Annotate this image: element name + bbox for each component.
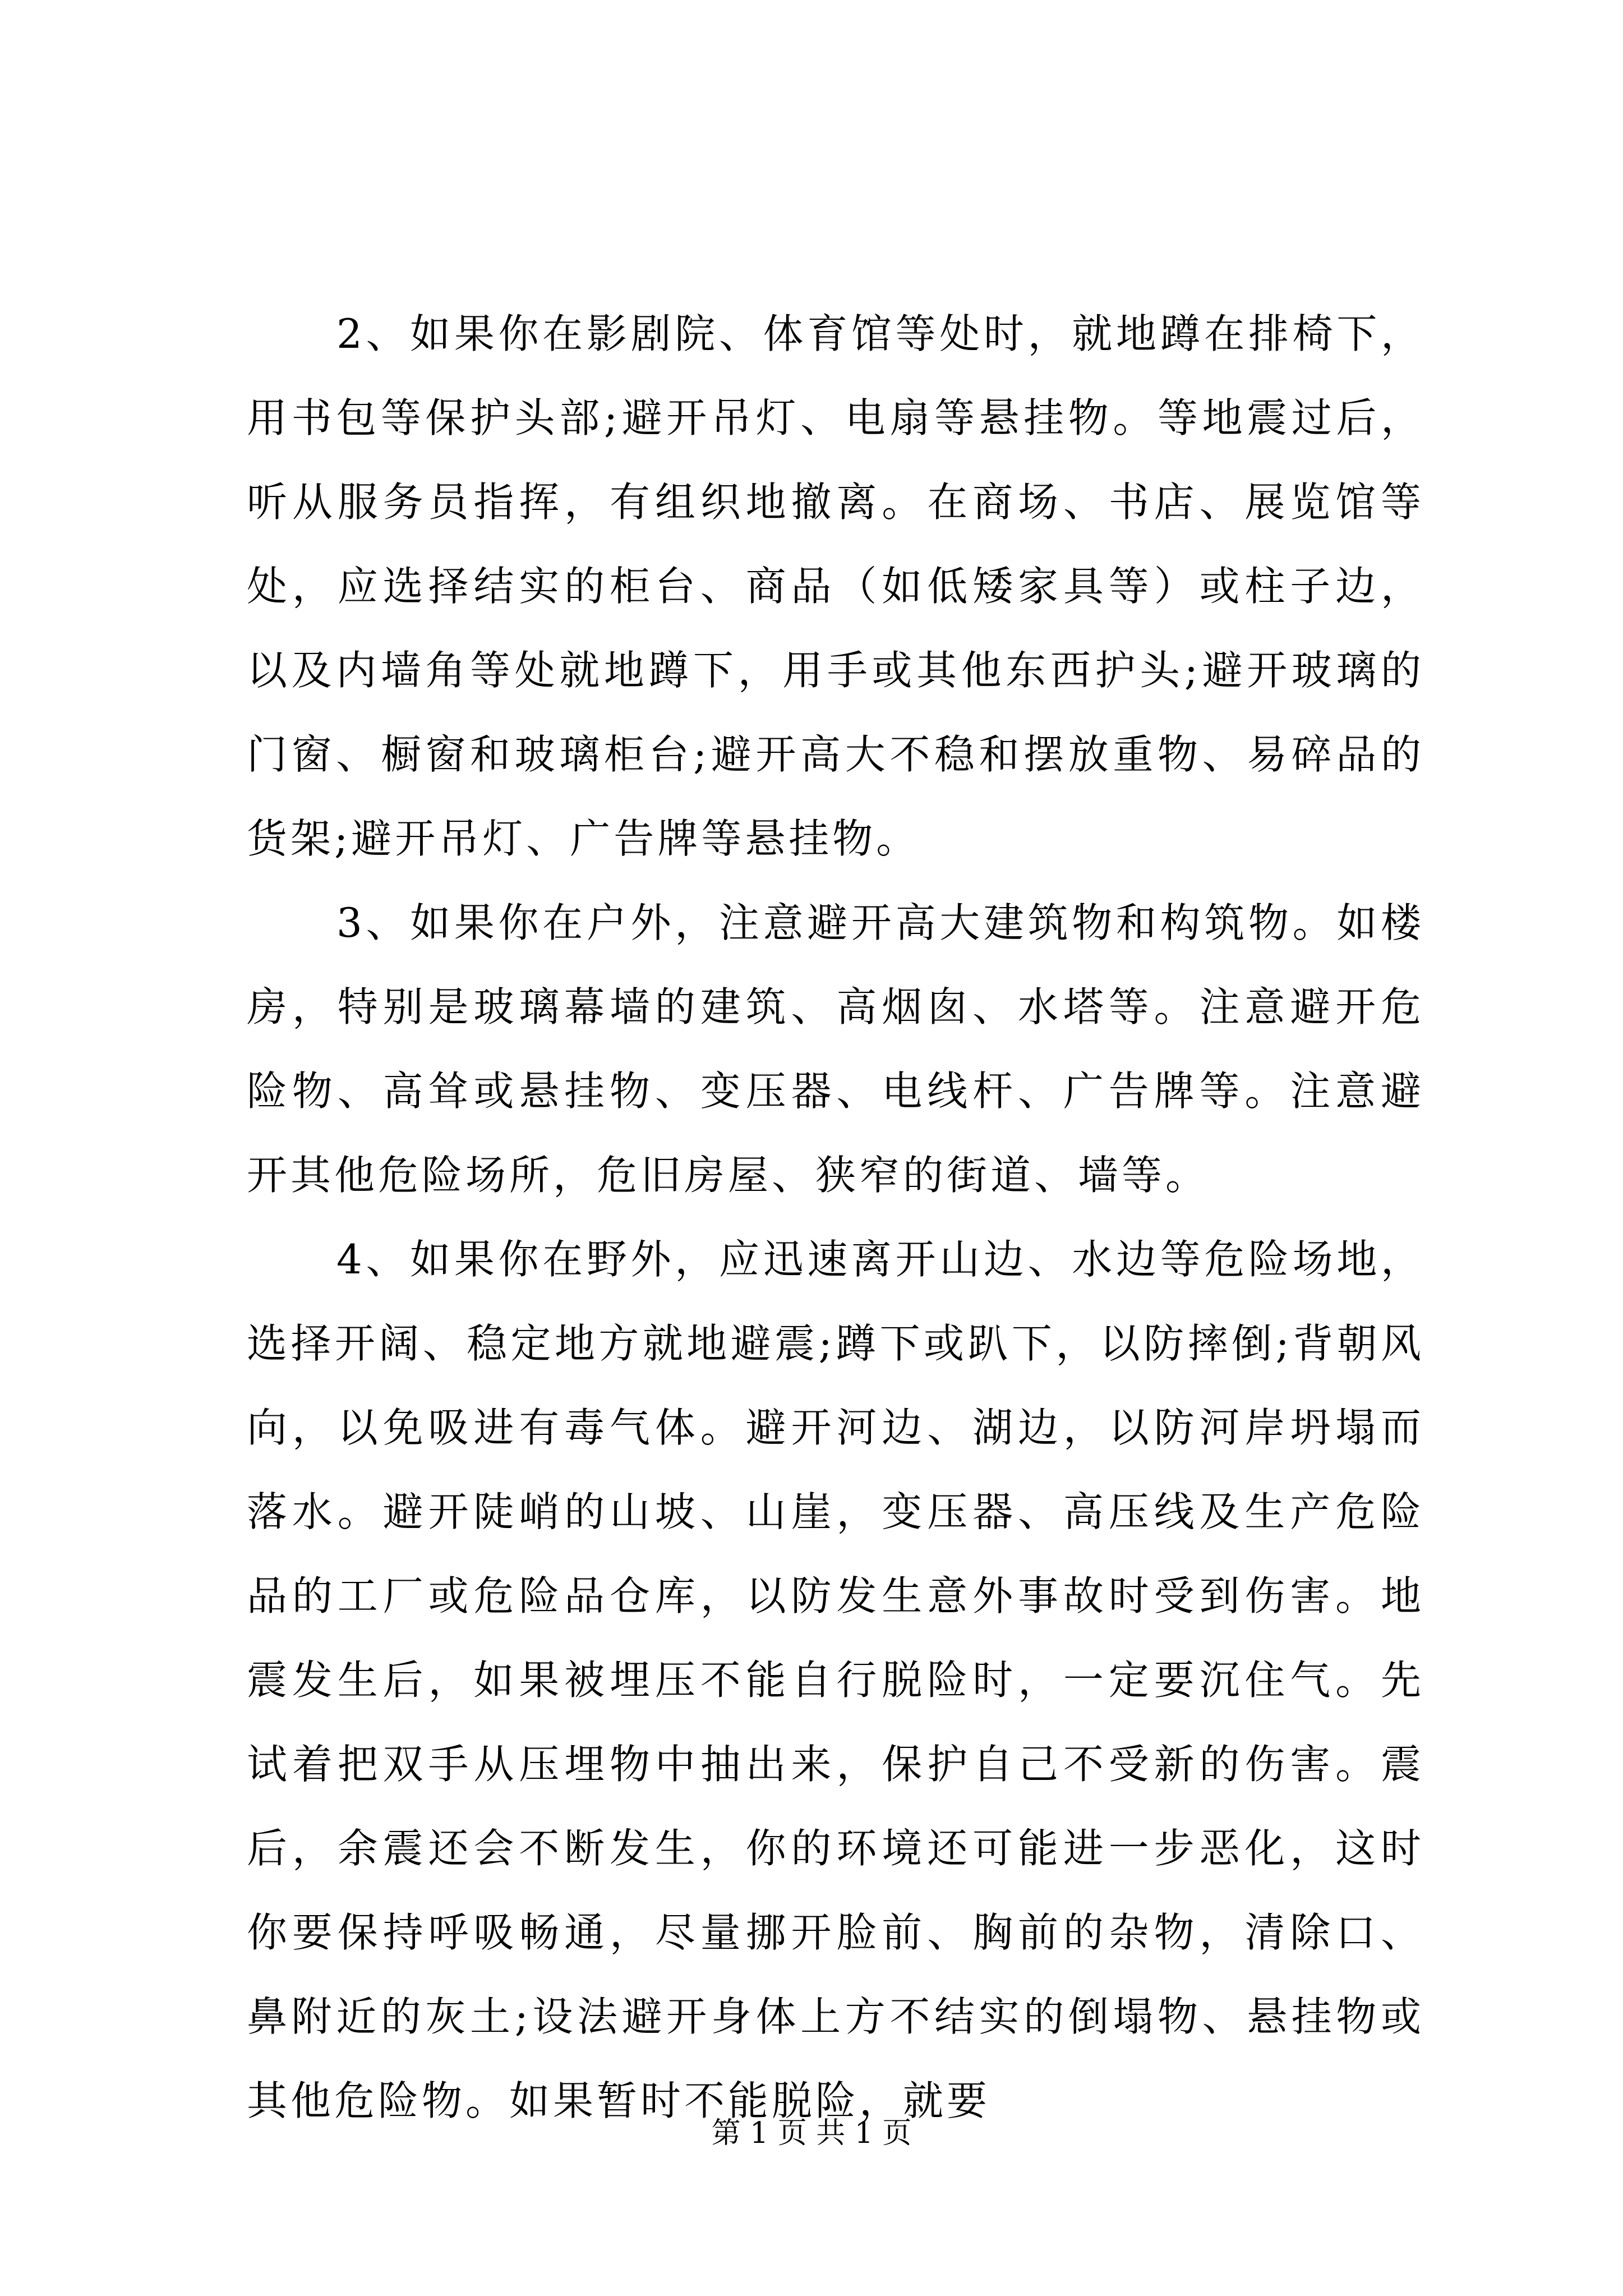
document-body: [247, 292, 1424, 2143]
paragraph-2: 2、如果你在影剧院、体育馆等处时，就地蹲在排椅下，用书包等保护头部;避开吊灯、电扇等悬挂物。等地震过后，听从服务员指挥，有组织地撤离。在商场、书店、展览馆等处，应选择结实的柜台、商品（如低矮家具等）或柱子边，以及内墙角等处就地蹲下，用手或其他东西护头;避开玻璃的门窗、橱窗和玻璃柜台;避开高大不稳和摆放重物、易碎品的货架;避开吊灯、广告牌等悬挂物。: [247, 310, 1424, 862]
paragraph-3: 3、如果你在户外，注意避开高大建筑物和构筑物。如楼房，特别是玻璃幕墙的建筑、高烟囱、水塔等。注意避开危险物、高耸或悬挂物、变压器、电线杆、广告牌等。注意避开其他危险场所，危旧房屋、狭窄的街道、墙等。: [247, 899, 1424, 1199]
paragraph-4: 4、如果你在野外，应迅速离开山边、水边等危险场地，选择开阔、稳定地方就地避震;蹲下或趴下，以防摔倒;背朝风向，以免吸进有毒气体。避开河边、湖边，以防河岸坍塌而落水。避开陡峭的山坡、山崖，变压器、高压线及生产危险品的工厂或危险品仓库，以防发生意外事故时受到伤害。地震发生后，如果被埋压不能自行脱险时，一定要沉住气。先试着把双手从压埋物中抽出来，保护自己不受新的伤害。震后，余震还会不断发生，你的环境还可能进一步恶化，这时你要保持呼吸畅通，尽量挪开脸前、胸前的杂物，清除口、鼻附近的灰土;设法避开身体上方不结实的倒塌物、悬挂物或其他危险物。如果暂时不能脱险，就要: [247, 1236, 1424, 2124]
page-number-label: 第 1 页 共 1 页: [711, 2116, 912, 2150]
page-footer: [0, 2114, 1623, 2153]
